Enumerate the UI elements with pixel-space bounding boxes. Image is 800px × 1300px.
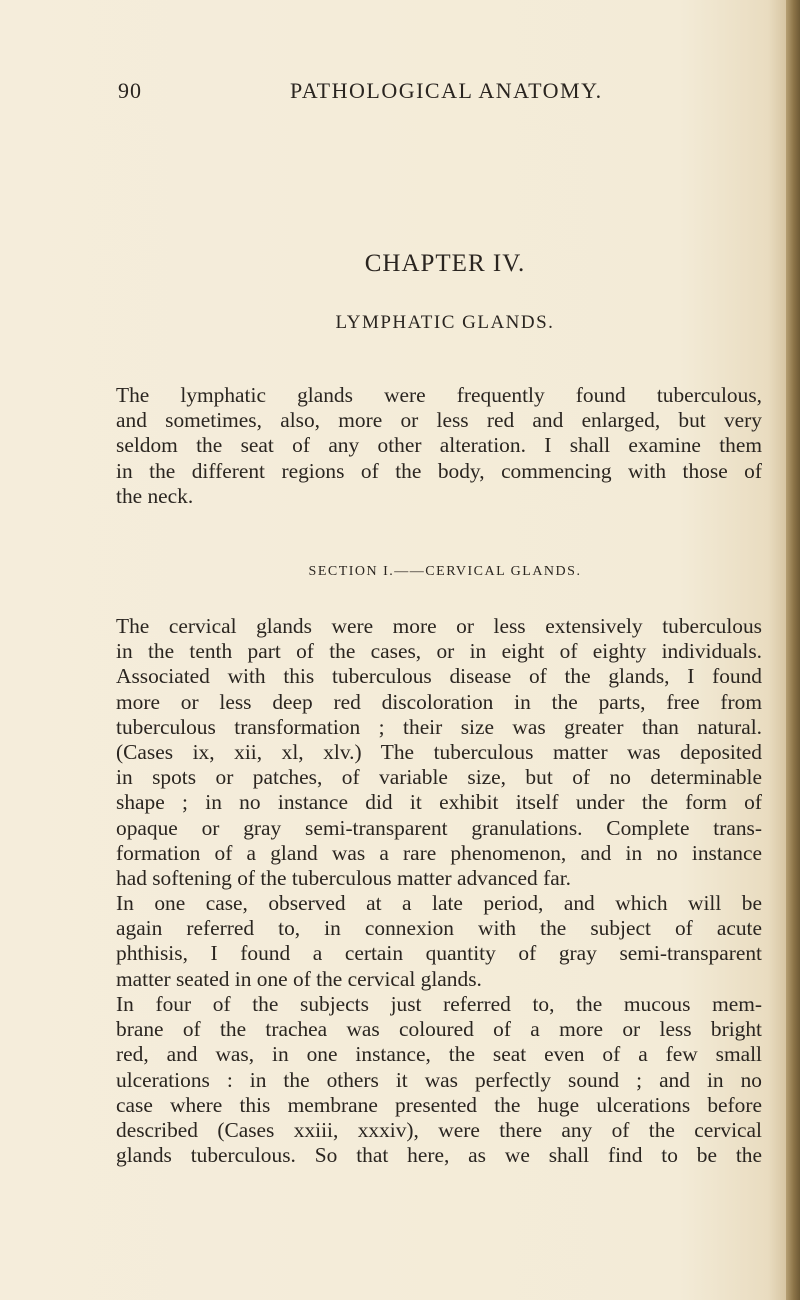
- text-line: Associated with this tuberculous disease of the glands, I found: [116, 664, 762, 689]
- running-title: PATHOLOGICAL ANATOMY.: [290, 78, 603, 103]
- text-line: ulcerations : in the others it was perfectly sound ; and in no: [116, 1067, 762, 1092]
- text-line: opaque or gray semi-transparent granulations. Complete trans-: [116, 815, 762, 840]
- text-line: described (Cases xxiii, xxxiv), were there any of the cervical: [116, 1118, 762, 1143]
- text-line: case where this membrane presented the huge ulcerations before: [116, 1092, 762, 1117]
- text-line: the neck.: [116, 483, 194, 508]
- section-heading: SECTION I.——CERVICAL GLANDS.: [308, 564, 582, 579]
- text-line: in the tenth part of the cases, or in eight of eighty individuals.: [116, 639, 762, 664]
- text-line: had softening of the tuberculous matter advanced far.: [116, 866, 571, 891]
- running-head: [118, 78, 778, 110]
- text-line: in spots or patches, of variable size, but of no determinable: [116, 765, 762, 790]
- page-number: 90: [118, 78, 142, 103]
- body-paragraph: [116, 891, 762, 992]
- text-line: tuberculous transformation ; their size was greater than natural.: [116, 714, 762, 739]
- text-line: In one case, observed at a late period, and which will be: [116, 891, 762, 915]
- text-line: In four of the subjects just referred to, the mucous mem-: [116, 992, 762, 1016]
- text-line: seldom the seat of any other alteration. I shall examine them: [116, 433, 762, 458]
- text-line: brane of the trachea was coloured of a more or less bright: [116, 1017, 762, 1042]
- text-line: shape ; in no instance did it exhibit itself under the form of: [116, 790, 762, 815]
- text-line: The lymphatic glands were frequently found tuberculous,: [116, 383, 762, 407]
- text-line: more or less deep red discoloration in the parts, free from: [116, 689, 762, 714]
- text-line: glands tuberculous. So that here, as we shall find to be the: [116, 1143, 762, 1168]
- text-line: phthisis, I found a certain quantity of gray semi-transparent: [116, 941, 762, 966]
- intro-paragraph: [116, 383, 762, 509]
- text-line: again referred to, in connexion with the subject of acute: [116, 916, 762, 941]
- text-line: matter seated in one of the cervical glands.: [116, 966, 482, 991]
- text-line: formation of a gland was a rare phenomenon, and in no instance: [116, 840, 762, 865]
- text-line: in the different regions of the body, commencing with those of: [116, 458, 762, 483]
- body-paragraph: [116, 992, 762, 1168]
- text-line: red, and was, in one instance, the seat even of a few small: [116, 1042, 762, 1067]
- text-line: The cervical glands were more or less extensively tuberculous: [116, 614, 762, 638]
- body-paragraph: [116, 614, 762, 891]
- page-edge: [786, 0, 800, 1300]
- text-line: (Cases ix, xii, xl, xlv.) The tuberculous matter was deposited: [116, 740, 762, 765]
- chapter-title: CHAPTER IV.: [364, 250, 526, 277]
- chapter-subtitle: LYMPHATIC GLANDS.: [335, 312, 555, 333]
- text-line: and sometimes, also, more or less red and enlarged, but very: [116, 408, 762, 433]
